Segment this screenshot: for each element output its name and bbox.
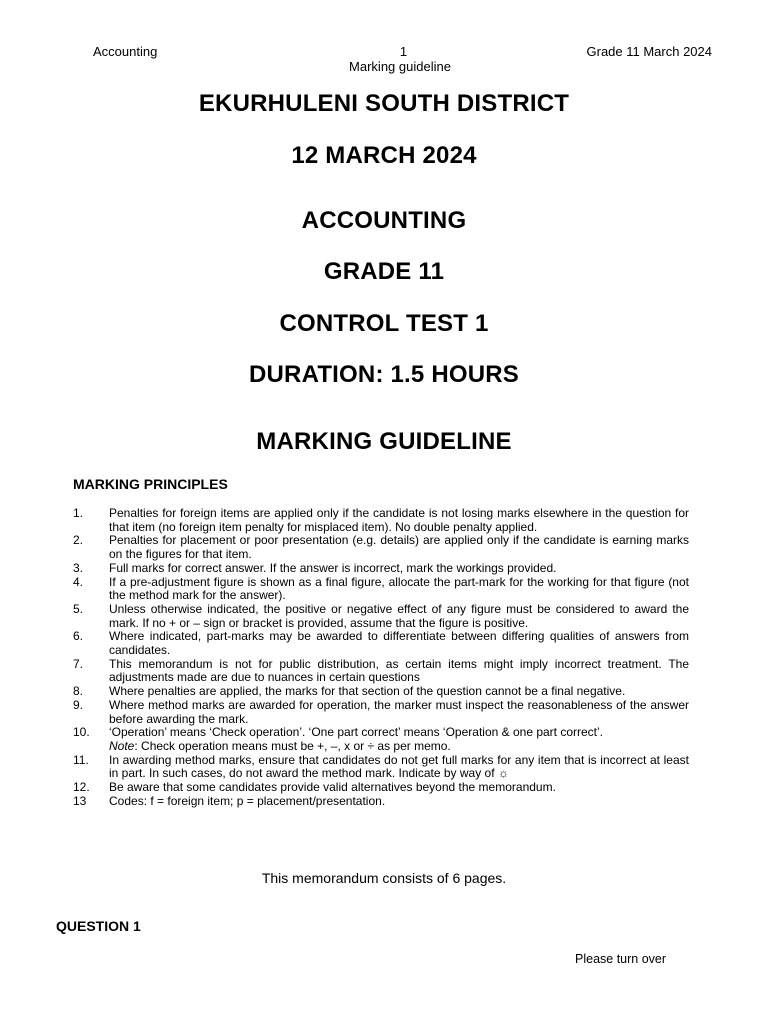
list-item: 2. Penalties for placement or poor presentation (e.g. details) are applied only if the candidate is earning marks on the figures for that item. — [73, 533, 689, 562]
principles-list — [73, 507, 689, 808]
list-item: 4. If a pre-adjustment figure is shown as a final figure, allocate the part-mark for the working for that figure (not the method mark for the answer). — [73, 574, 689, 603]
list-item: 7. This memorandum is not for public distribution, as certain items might imply incorrect treatment. The adjustments made are due to nuances in certain questions — [73, 656, 689, 685]
principles-heading: MARKING PRINCIPLES — [73, 476, 228, 492]
list-item: 6. Where indicated, part-marks may be awarded to differentiate between differing qualities of answers from candidates. — [73, 629, 689, 658]
list-item: 3. Full marks for correct answer. If the answer is incorrect, mark the workings provided. — [73, 560, 557, 575]
title-district: EKURHULENI SOUTH DISTRICT — [198, 90, 570, 117]
list-item: 5. Unless otherwise indicated, the positive or negative effect of any figure must be considered to award the mark. If no + or – sign or bracket is provided, assume that the figure is positive. — [73, 601, 689, 630]
question-heading: QUESTION 1 — [56, 918, 141, 934]
header-subtitle: Marking guideline — [349, 59, 451, 74]
turn-over-note: Please turn over — [575, 952, 667, 966]
header-subject: Accounting — [93, 44, 158, 59]
title-date: 12 MARCH 2024 — [291, 142, 477, 169]
title-test: CONTROL TEST 1 — [279, 310, 489, 337]
list-item: 8. Where penalties are applied, the marks for that section of the question cannot be a final negative. — [73, 684, 626, 699]
list-item: 13 Codes: f = foreign item; p = placement/presentation. — [73, 793, 386, 808]
title-grade: GRADE 11 — [323, 258, 445, 285]
header-page-number: 1 — [399, 44, 408, 59]
list-item: 9. Where method marks are awarded for operation, the marker must inspect the reasonableness of the answer before awarding the mark. — [73, 697, 689, 726]
list-item: 1. Penalties for foreign items are applied only if the candidate is not losing marks elsewhere in the question for that item (no foreign item penalty for misplaced item). No double penalty applied. — [73, 506, 689, 534]
title-subject: ACCOUNTING — [301, 207, 467, 234]
list-item: 11. In awarding method marks, ensure that candidates do not get full marks for any item that is incorrect at least in part. In such cases, do not award the method mark. Indicate by way of ☼ — [73, 752, 689, 781]
pages-count-note: This memorandum consists of 6 pages. — [261, 870, 507, 886]
title-duration: DURATION: 1.5 HOURS — [248, 361, 520, 388]
title-guideline: MARKING GUIDELINE — [256, 428, 512, 455]
list-item: 10. ‘Operation’ means ‘Check operation’. ‘One part correct’ means ‘Operation & one part correct’. Note: Check operation means must be +, –, x or ÷ as per memo. — [73, 725, 604, 753]
header-grade-date: Grade 11 March 2024 — [586, 44, 712, 59]
list-item: 12. Be aware that some candidates provide valid alternatives beyond the memorandum. — [73, 780, 556, 795]
